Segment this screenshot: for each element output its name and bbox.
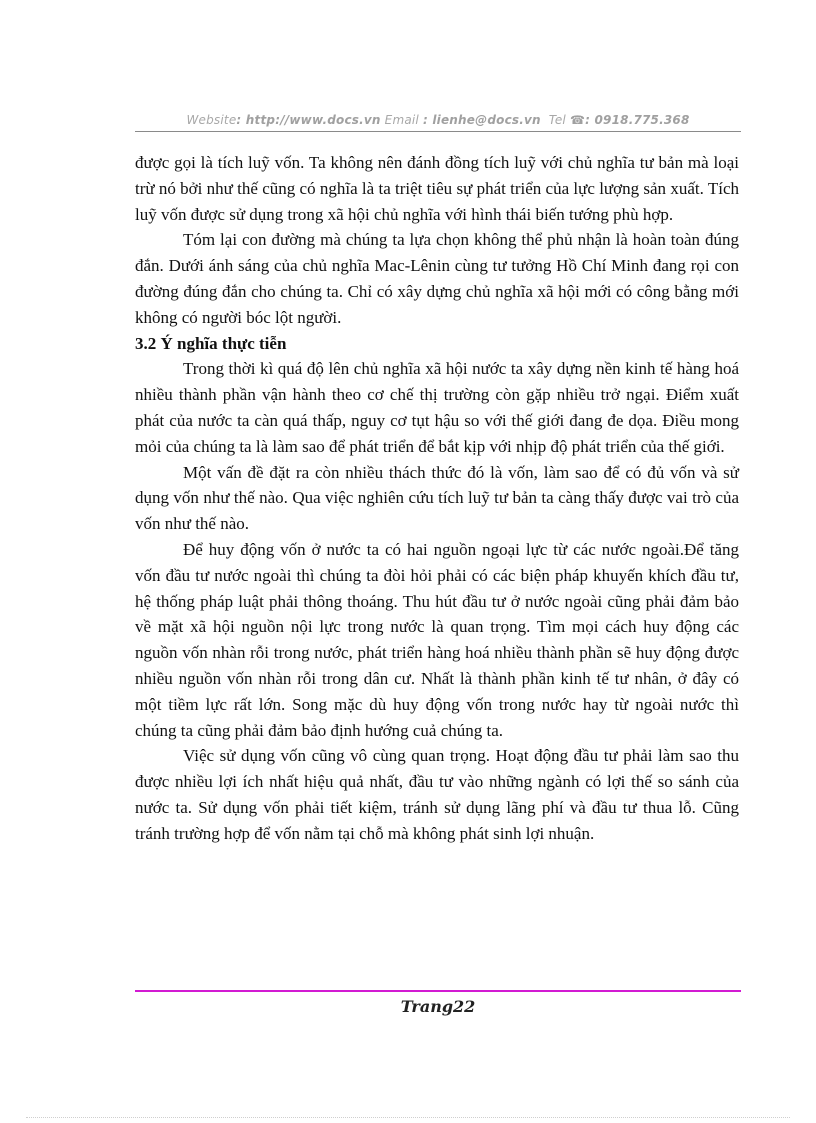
email-label: Email (384, 113, 419, 127)
page-bottom-border (26, 1117, 790, 1118)
paragraph-5: Để huy động vốn ở nước ta có hai nguồn ngoại lực từ các nước ngoài.Để tăng vốn đầu tư nước ngoài thì chúng ta đòi hỏi phải có các biện pháp khuyến khích đầu tư, hệ thống pháp luật phải thông thoáng. Thu hút đầu tư ở nước ngoài cũng phải đảm bảo về mặt xã hội nguồn nội lực trong nước là quan trọng. Tìm mọi cách huy động các nguồn vốn nhàn rỗi trong nước, phát triển hàng hoá nhiều thành phần sẽ huy động được nhiều nguồn vốn nhàn rỗi trong dân cư. Nhất là thành phần kinh tế tư nhân, ở đây có một tiềm lực rất lớn. Song mặc dù huy động vốn trong nước hay từ ngoài nước thì chúng ta cũng phải đảm bảo định hướng cuả chúng ta. (135, 539, 739, 740)
paragraph-1: được gọi là tích luỹ vốn. Ta không nên đánh đồng tích luỹ với chủ nghĩa tư bản mà loại trừ nó bởi như thế cũng có nghĩa là ta triệt tiêu sự phát triển của lực lượng sản xuất. Tích luỹ vốn được sử dụng trong xã hội chủ nghĩa với hình thái biến tướng phù hợp. (135, 153, 739, 224)
paragraph-3: Trong thời kì quá độ lên chủ nghĩa xã hội nước ta xây dựng nền kinh tế hàng hoá nhiều thành phần vận hành theo cơ chế thị trường còn gặp nhiều trở ngại. Điểm xuất phát của nước ta càn quá thấp, nguy cơ tụt hậu so với thế giới đang đe dọa. Điều mong mỏi của chúng ta là làm sao để phát triển để bắt kịp với nhịp độ phát triển của thế giới. (135, 359, 739, 456)
website-url[interactable]: : http://www.docs.vn (236, 113, 381, 127)
paragraph-2: Tóm lại con đường mà chúng ta lựa chọn không thể phủ nhận là hoàn toàn đúng đắn. Dưới ánh sáng của chủ nghĩa Mac-Lênin cùng tư tưởng Hồ Chí Minh đang rọi con đường đúng đắn cho chúng ta. Chỉ có xây dựng chủ nghĩa xã hội mới có công bằng mới không có người bóc lột người. (135, 230, 739, 327)
page-header (135, 113, 741, 127)
header-divider (135, 131, 741, 132)
footer-divider (135, 990, 741, 992)
section-heading: 3.2 Ý nghĩa thực tiễn (135, 333, 287, 353)
tel-label: Tel (548, 113, 566, 127)
email-value[interactable]: : lienhe@docs.vn (422, 113, 541, 127)
page-number: Trang22 (400, 997, 476, 1016)
website-label: Website (186, 113, 237, 127)
paragraph-6: Việc sử dụng vốn cũng vô cùng quan trọng. Hoạt động đầu tư phải làm sao thu được nhiều lợi ích nhất hiệu quả nhất, đầu tư vào những ngành có lợi thế so sánh của nước ta. Sử dụng vốn phải tiết kiệm, tránh sử dụng lãng phí và đầu tư thua lỗ. Cũng tránh trường hợp để vốn nằm tại chỗ mà không phát sinh lợi nhuận. (135, 746, 739, 843)
paragraph-4: Một vấn đề đặt ra còn nhiều thách thức đó là vốn, làm sao để có đủ vốn và sử dụng vốn như thế nào. Qua việc nghiên cứu tích luỹ tư bản ta càng thấy được vai trò của vốn như thế nào. (135, 462, 739, 534)
document-body (135, 150, 739, 847)
tel-value: ☎: 0918.775.368 (569, 113, 690, 127)
